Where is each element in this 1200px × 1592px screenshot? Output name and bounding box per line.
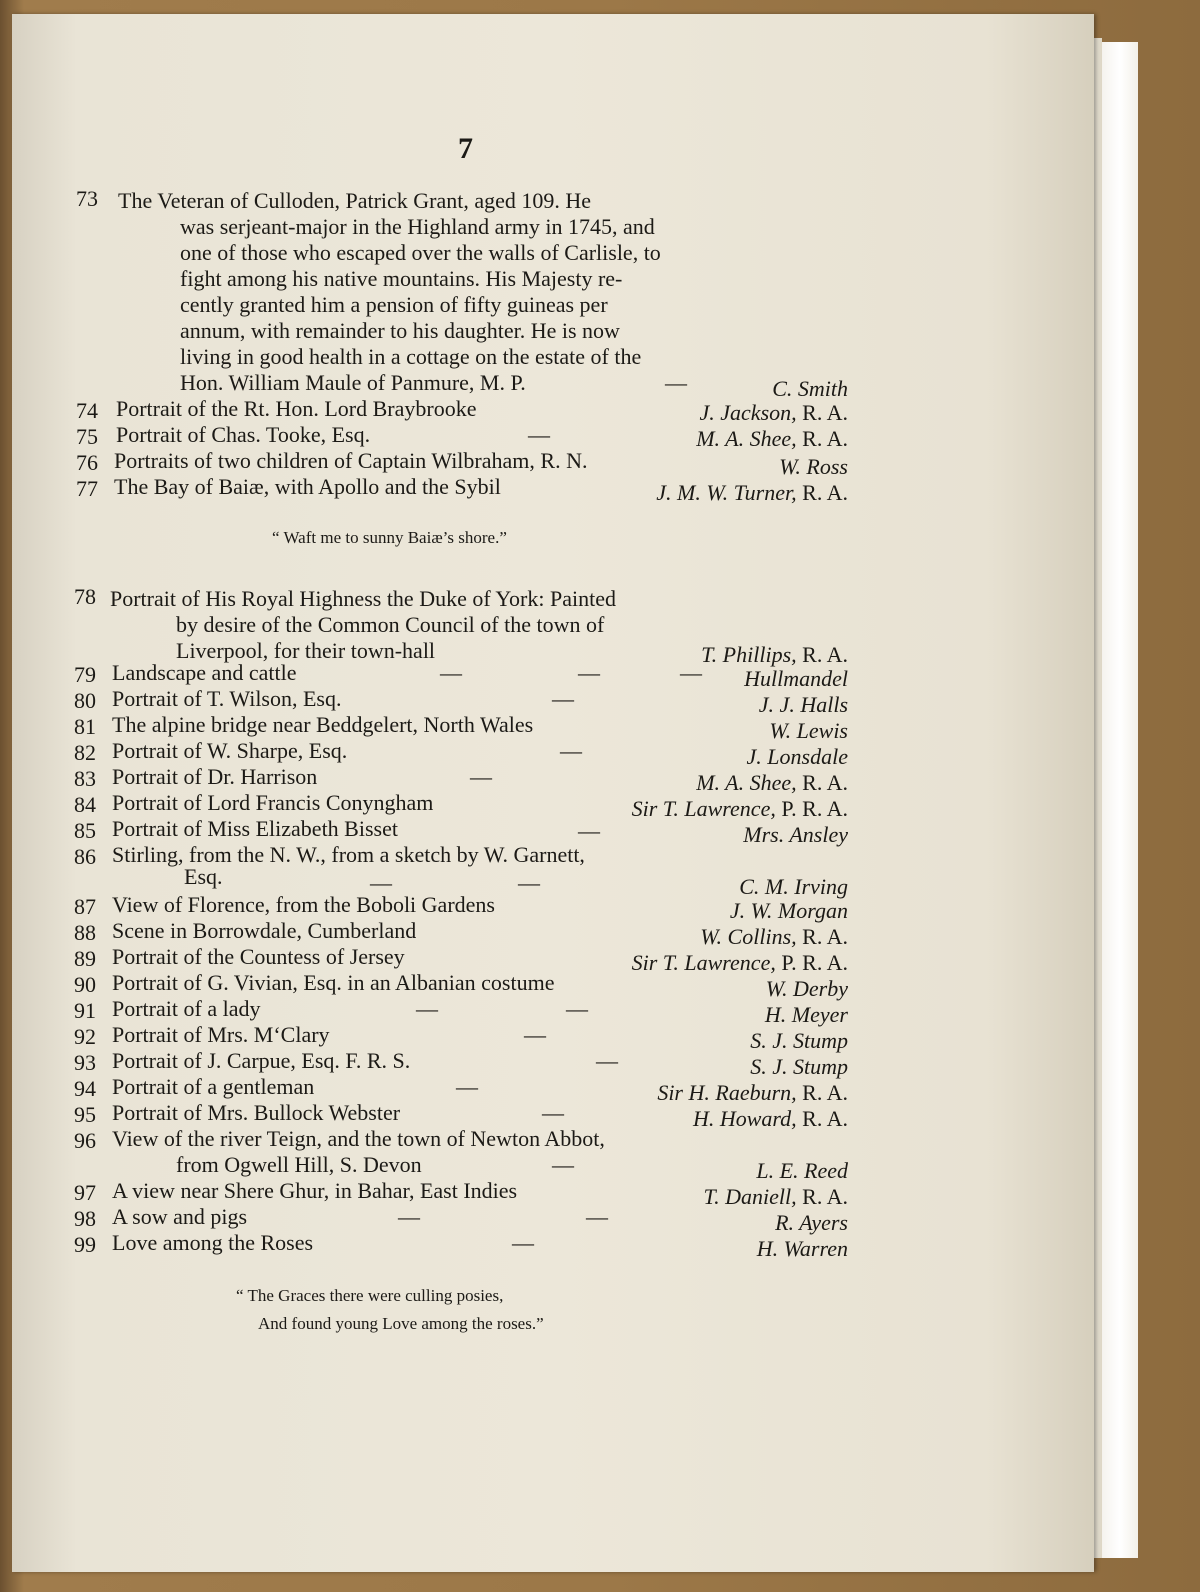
entry-number: 88: [74, 920, 96, 945]
quotation-line: “ The Graces there were culling posies,: [236, 1286, 504, 1305]
entry-number: 77: [76, 476, 98, 501]
separator-dash: —: [542, 1100, 564, 1125]
artist-name: H. Warren: [756, 1236, 848, 1261]
entry-title-line: View of the river Teign, and the town of Newton Abbot,: [112, 1126, 605, 1151]
entry-title-line: Stirling, from the N. W., from a sketch by W. Garnett,: [112, 842, 585, 867]
entry-number: 75: [76, 424, 98, 449]
separator-dash: —: [665, 370, 687, 395]
separator-dash: —: [416, 996, 438, 1021]
entry-number: 82: [74, 740, 96, 765]
artist-name: J. J. Halls: [758, 692, 848, 717]
entry-title-line: Esq.: [184, 864, 223, 889]
entry-number: 73: [76, 186, 98, 211]
separator-dash: —: [578, 660, 600, 685]
entry-number: 92: [74, 1024, 96, 1049]
artist-name: J. W. Morgan: [729, 898, 848, 923]
entry-title: The Bay of Baiæ, with Apollo and the Sybil: [114, 474, 501, 499]
artist-name: Mrs. Ansley: [743, 822, 848, 847]
artist-name: W. Lewis: [769, 718, 848, 743]
artist-name: W. Ross: [779, 454, 848, 479]
artist-name: Hullmandel: [744, 666, 848, 691]
entry-title: A sow and pigs: [112, 1204, 248, 1229]
artist-name: W. Collins, R. A.: [700, 924, 848, 949]
entry-title-line: was serjeant-major in the Highland army in 1745, and: [180, 214, 655, 239]
separator-dash: —: [552, 686, 574, 711]
artist-name: Sir T. Lawrence, P. R. A.: [631, 796, 848, 821]
entry-title: Portrait of a gentleman: [112, 1074, 315, 1099]
entry-number: 96: [74, 1128, 96, 1153]
artist-name: L. E. Reed: [756, 1158, 848, 1183]
separator-dash: —: [578, 818, 600, 843]
entry-number: 99: [74, 1232, 96, 1257]
entry-number: 93: [74, 1050, 96, 1075]
artist-name: J. M. W. Turner, R. A.: [656, 480, 848, 505]
separator-dash: —: [370, 870, 392, 895]
entry-title-line: Hon. William Maule of Panmure, M. P.: [180, 370, 526, 395]
artist-name: S. J. Stump: [750, 1028, 848, 1053]
entry-number: 85: [74, 818, 96, 843]
entry-number: 91: [74, 998, 96, 1023]
entry-number: 74: [76, 398, 98, 423]
entry-number: 95: [74, 1102, 96, 1127]
artist-name: J. Jackson, R. A.: [699, 400, 848, 425]
artist-name: T. Phillips, R. A.: [701, 642, 848, 667]
artist-name: M. A. Shee, R. A.: [696, 426, 848, 451]
entry-title-line: from Ogwell Hill, S. Devon: [176, 1152, 422, 1177]
entry-title-line: living in good health in a cottage on the estate of the: [180, 344, 642, 369]
entry-title-line: Liverpool, for their town-hall: [176, 638, 436, 663]
artist-name: Sir T. Lawrence, P. R. A.: [631, 950, 848, 975]
entry-title-line: one of those who escaped over the walls of Carlisle, to: [180, 240, 661, 265]
entry-title: View of Florence, from the Boboli Gardens: [112, 892, 495, 917]
entry-title: Portrait of J. Carpue, Esq. F. R. S.: [112, 1048, 411, 1073]
separator-dash: —: [470, 764, 492, 789]
entry-title: Portrait of Mrs. Bullock Webster: [112, 1100, 401, 1125]
separator-dash: —: [524, 1022, 546, 1047]
entry-title: Portrait of W. Sharpe, Esq.: [112, 738, 348, 763]
entry-title-line: annum, with remainder to his daughter. He is now: [180, 318, 620, 343]
entry-number: 81: [74, 714, 96, 739]
entry-number: 87: [74, 894, 96, 919]
entry-number: 76: [76, 450, 98, 475]
entry-title-line: by desire of the Common Council of the town of: [176, 612, 605, 637]
entry-title-line: Portrait of His Royal Highness the Duke of York: Painted: [110, 586, 616, 611]
page-number: 7: [458, 132, 473, 165]
entry-title: Portrait of Lord Francis Conyngham: [112, 790, 434, 815]
entry-number: 79: [74, 662, 96, 687]
artist-name: M. A. Shee, R. A.: [696, 770, 848, 795]
entry-title: Portrait of G. Vivian, Esq. in an Albanian costume: [112, 970, 555, 995]
artist-name: H. Howard, R. A.: [692, 1106, 848, 1131]
entry-number: 98: [74, 1206, 96, 1231]
artist-name: Sir H. Raeburn, R. A.: [657, 1080, 848, 1105]
artist-name: W. Derby: [765, 976, 848, 1001]
separator-dash: —: [398, 1204, 420, 1229]
entry-title: Portraits of two children of Captain Wilbraham, R. N.: [114, 448, 588, 473]
artist-name: H. Meyer: [764, 1002, 848, 1027]
entry-number: 83: [74, 766, 96, 791]
separator-dash: —: [680, 660, 702, 685]
entry-title-line: The Veteran of Culloden, Patrick Grant, aged 109. He: [118, 188, 592, 213]
entry-number: 89: [74, 946, 96, 971]
entry-title: Portrait of Miss Elizabeth Bisset: [112, 816, 398, 841]
separator-dash: —: [518, 870, 540, 895]
separator-dash: —: [586, 1204, 608, 1229]
separator-dash: —: [560, 738, 582, 763]
artist-name: J. Lonsdale: [746, 744, 848, 769]
artist-name: C. Smith: [772, 376, 848, 401]
entry-number: 97: [74, 1180, 96, 1205]
separator-dash: —: [596, 1048, 618, 1073]
separator-dash: —: [440, 660, 462, 685]
artist-name: C. M. Irving: [739, 874, 848, 899]
separator-dash: —: [528, 422, 550, 447]
separator-dash: —: [512, 1230, 534, 1255]
entry-title: The alpine bridge near Beddgelert, North Wales: [112, 712, 534, 737]
entry-number: 86: [74, 844, 96, 869]
quotation-line: And found young Love among the roses.”: [258, 1314, 544, 1333]
artist-name: R. Ayers: [775, 1210, 848, 1235]
entry-number: 78: [74, 584, 96, 609]
quotation: “ Waft me to sunny Baiæ’s shore.”: [272, 528, 507, 547]
entry-number: 84: [74, 792, 96, 817]
entry-title: Portrait of Mrs. M‘Clary: [112, 1022, 330, 1047]
entry-title: Scene in Borrowdale, Cumberland: [112, 918, 417, 943]
entry-title: A view near Shere Ghur, in Bahar, East Indies: [112, 1178, 518, 1203]
entry-number: 90: [74, 972, 96, 997]
entry-number: 80: [74, 688, 96, 713]
artist-name: T. Daniell, R. A.: [703, 1184, 848, 1209]
separator-dash: —: [456, 1074, 478, 1099]
separator-dash: —: [566, 996, 588, 1021]
entry-title-line: fight among his native mountains. His Majesty re-: [180, 266, 623, 291]
entry-title-line: cently granted him a pension of fifty guineas per: [180, 292, 608, 317]
entry-title: Portrait of T. Wilson, Esq.: [112, 686, 342, 711]
entry-title: Portrait of the Rt. Hon. Lord Braybrooke: [116, 396, 477, 421]
entry-number: 94: [74, 1076, 96, 1101]
entry-title: Portrait of a lady: [112, 996, 261, 1021]
entry-title: Portrait of Dr. Harrison: [112, 764, 318, 789]
entry-title: Portrait of Chas. Tooke, Esq.: [116, 422, 371, 447]
separator-dash: —: [552, 1152, 574, 1177]
entry-title: Landscape and cattle: [112, 660, 297, 685]
entry-title: Love among the Roses: [112, 1230, 314, 1255]
artist-name: S. J. Stump: [750, 1054, 848, 1079]
entry-title: Portrait of the Countess of Jersey: [112, 944, 405, 969]
